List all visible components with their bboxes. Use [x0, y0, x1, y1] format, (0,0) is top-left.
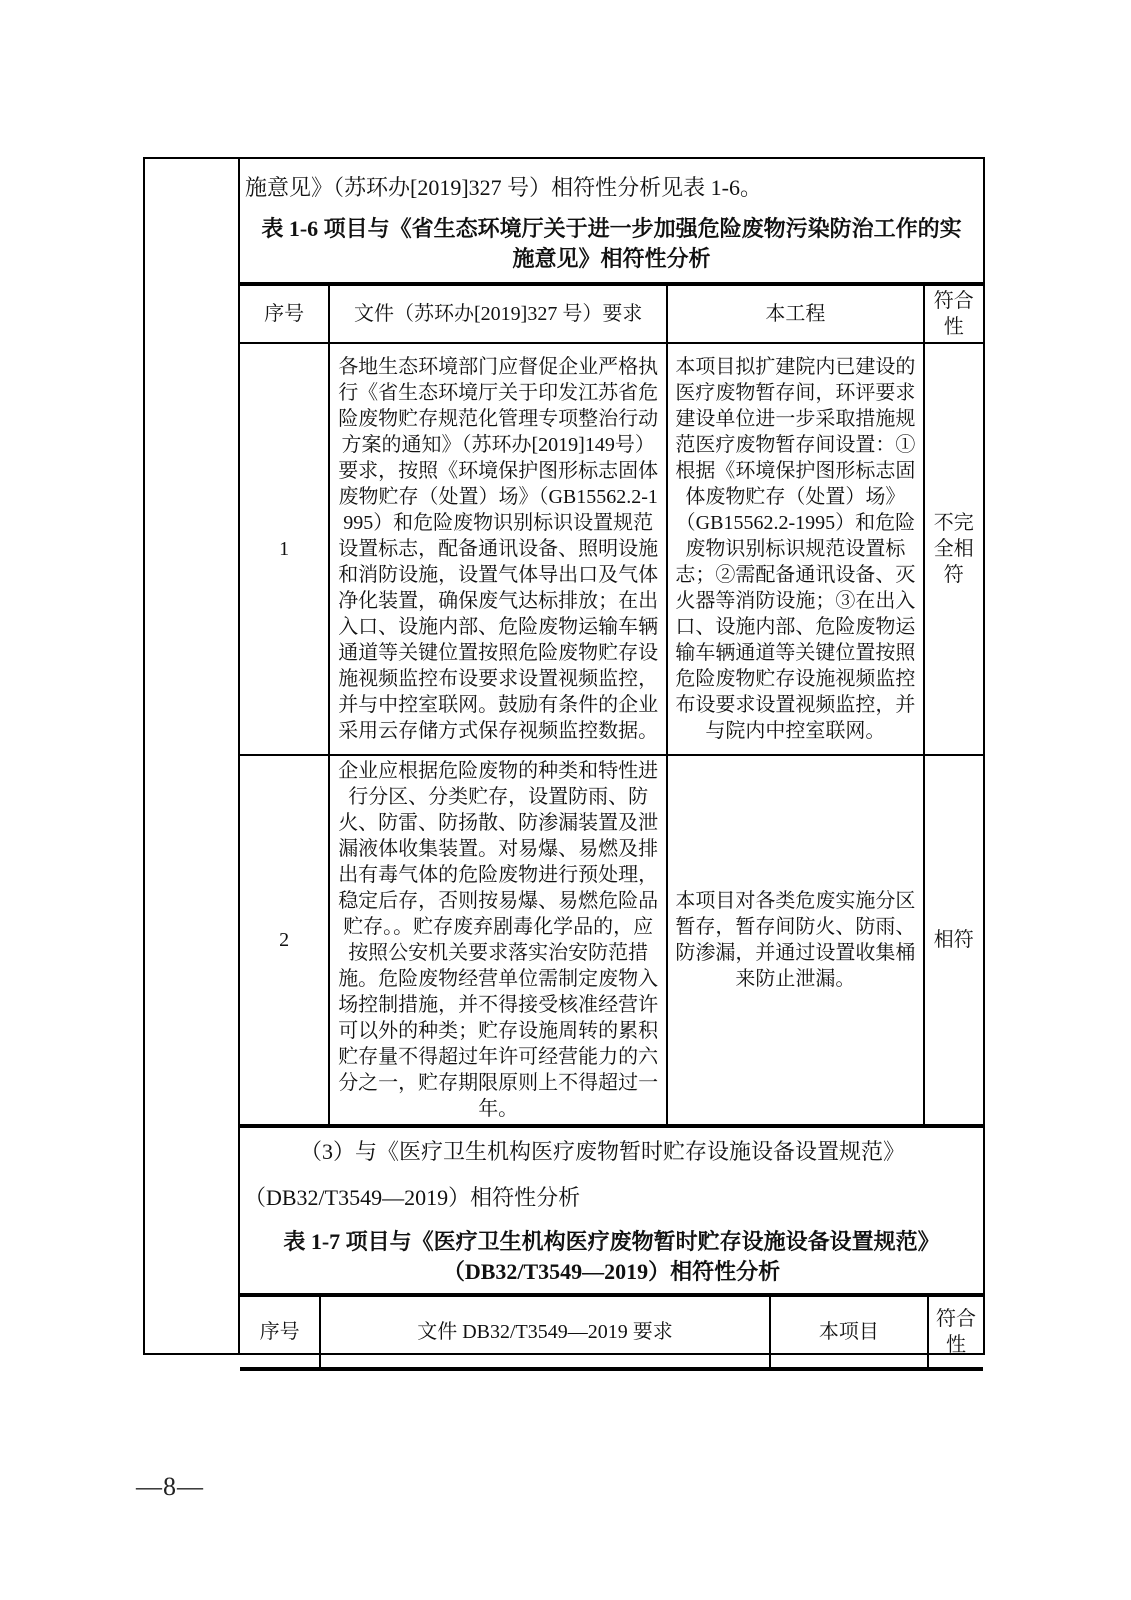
compliance-cell: 不完全相符: [924, 343, 983, 755]
table-1-7-header-row: [240, 1295, 983, 1369]
header-符合性: 符合性: [924, 284, 983, 343]
row-number-cell: 1: [240, 343, 329, 755]
table-1-6-title-line-1: 表 1-6 项目与《省生态环境厅关于进一步加强危险废物污染防治工作的实: [261, 216, 962, 241]
compliance-table-1-6: [240, 282, 983, 1128]
left-gutter-column: [145, 159, 240, 1353]
intro-paragraph: 施意见》（苏环办[2019]327 号）相符性分析见表 1-6。: [245, 175, 762, 200]
project-cell: 本项目拟扩建院内已建设的医疗废物暂存间，环评要求建设单位进一步采取措施规范医疗废物暂存间设置：①根据《环境保护图形标志固体废物贮存（处置）场》（GB15562.2-1995）和危险废物识别标识规范设置标志；②需配备通讯设备、灭火器等消防设施；③在出入口、设施内部、危险废物运输车辆通道等关键位置按照危险废物贮存设施视频监控布设要求设置视频监控，并与院内中控室联网。: [667, 343, 923, 755]
table-1-6-header-row: [240, 284, 983, 343]
page-border: [143, 157, 985, 1355]
table-1-7-title: [242, 1227, 981, 1287]
project-cell: 本项目对各类危废实施分区暂存，暂存间防火、防雨、防渗漏，并通过设置收集桶来防止泄漏。: [667, 755, 923, 1126]
section-heading-line-1: （3）与《医疗卫生机构医疗废物暂时贮存设施设备设置规范》: [300, 1139, 906, 1164]
table-1-7-title-line-2: （DB32/T3549—2019）相符性分析: [442, 1259, 781, 1284]
requirement-cell: 企业应根据危险废物的种类和特性进行分区、分类贮存，设置防雨、防火、防雷、防扬散、防渗漏装置及泄漏液体收集装置。对易爆、易燃及排出有毒气体的危险废物进行预处理，稳定后存，否则按易爆、易燃危险品贮存。。贮存废弃剧毒化学品的，应按照公安机关要求落实治安防范措施。危险废物经营单位需制定废物入场控制措施，并不得接受核准经营许可以外的种类；贮存设施周转的累积贮存量不得超过年许可经营能力的六分之一，贮存期限原则上不得超过一年。: [329, 755, 667, 1126]
header-符合性: 符合性: [928, 1295, 983, 1369]
table-row: [240, 343, 983, 755]
content-column: [240, 159, 983, 1356]
requirement-cell: 各地生态环境部门应督促企业严格执行《省生态环境厅关于印发江苏省危险废物贮存规范化管理专项整治行动方案的通知》（苏环办[2019]149号）要求，按照《环境保护图形标志固体废物贮存（处置）场》（GB15562.2-1995）和危险废物识别标识设置规范设置标志，配备通讯设备、照明设施和消防设施，设置气体导出口及气体净化装置，确保废气达标排放；在出入口、设施内部、危险废物运输车辆通道等关键位置按照危险废物贮存设施视频监控布设要求设置视频监控，并与中控室联网。鼓励有条件的企业采用云存储方式保存视频监控数据。: [329, 343, 667, 755]
row-number-cell: 2: [240, 755, 329, 1126]
table-1-6-title: [242, 214, 981, 274]
page-number: —8—: [136, 1472, 204, 1501]
table-row: [240, 755, 983, 1126]
compliance-table-1-7: [240, 1293, 983, 1371]
section-heading-line-2: （DB32/T3549—2019）相符性分析: [244, 1185, 581, 1210]
header-序号: 序号: [240, 284, 329, 343]
table-1-6-title-line-2: 施意见》相符性分析: [512, 246, 711, 271]
header-本工程: 本工程: [667, 284, 923, 343]
header-文件要求: 文件（苏环办[2019]327 号）要求: [329, 284, 667, 343]
header-本项目: 本项目: [770, 1295, 928, 1369]
section-heading: [240, 1138, 983, 1211]
table-1-7-title-line-1: 表 1-7 项目与《医疗卫生机构医疗废物暂时贮存设施设备设置规范》: [283, 1229, 940, 1254]
compliance-cell: 相符: [924, 755, 983, 1126]
header-文件要求: 文件 DB32/T3549—2019 要求: [320, 1295, 770, 1369]
header-序号: 序号: [240, 1295, 320, 1369]
